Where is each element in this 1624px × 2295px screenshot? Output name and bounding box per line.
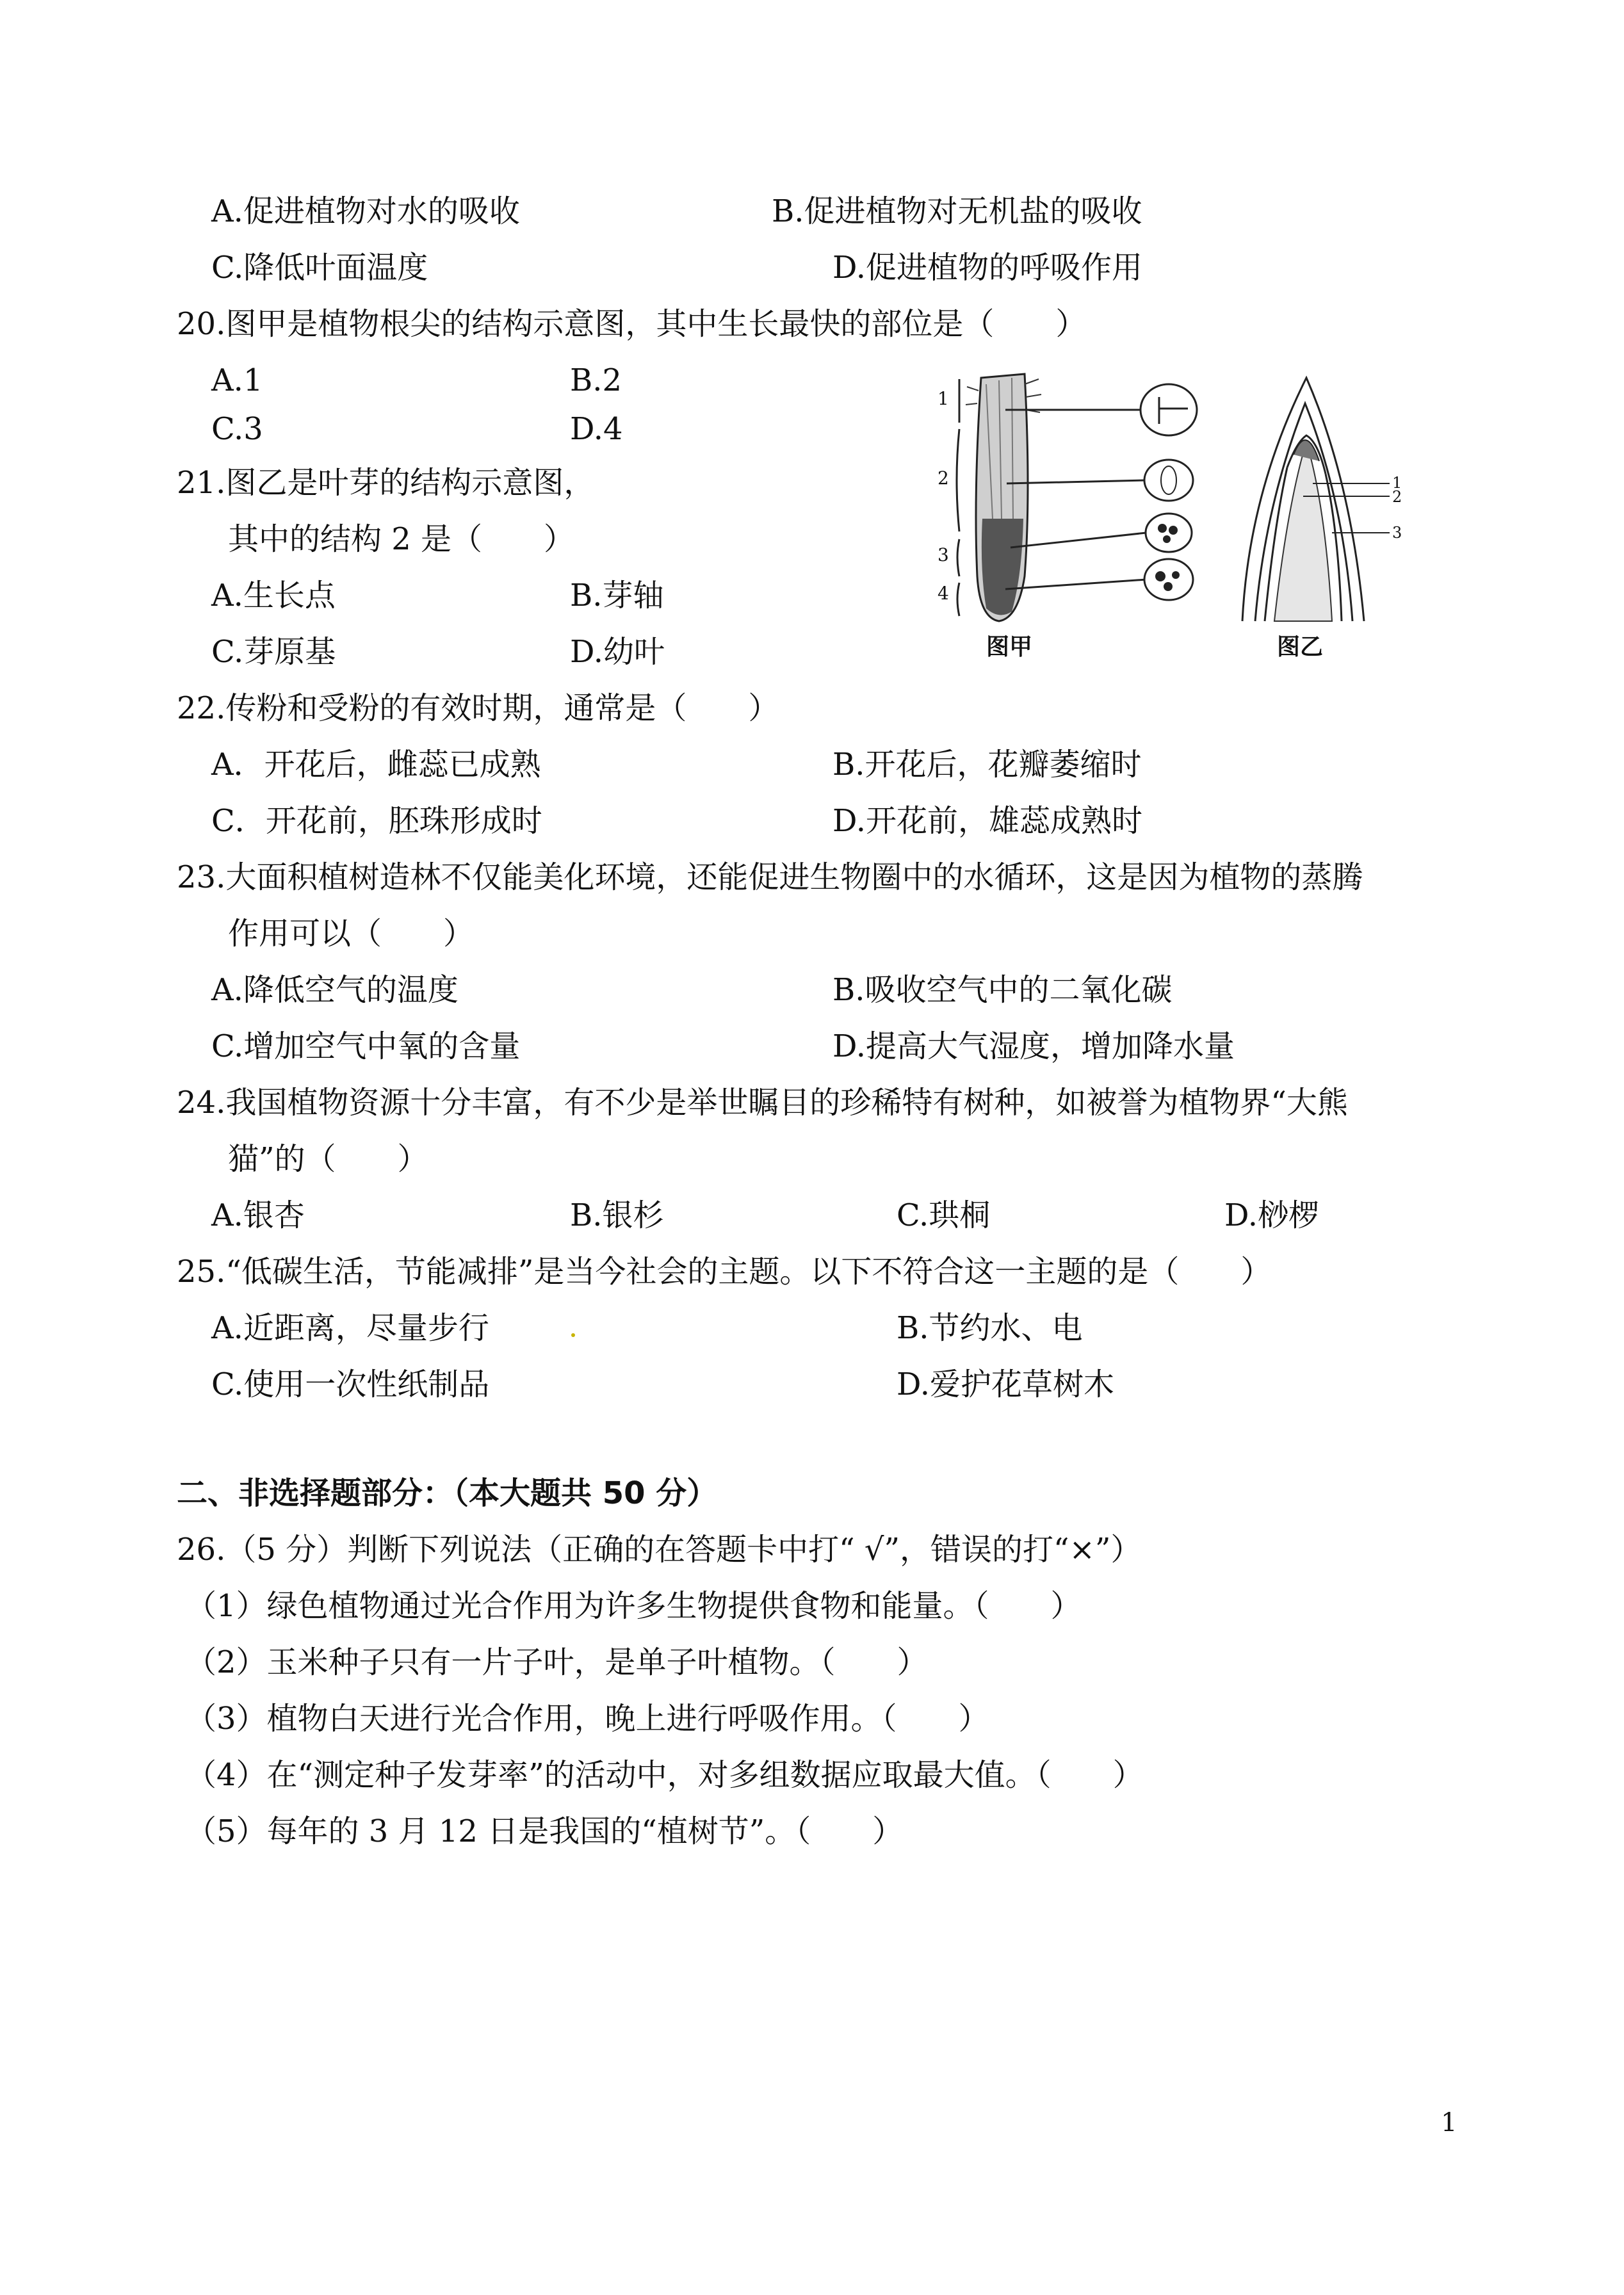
- figure-yi-label-2: 2: [1392, 488, 1402, 506]
- q24-option-c: C.珙桐: [897, 1197, 991, 1233]
- figure-jia-label-3: 3: [938, 544, 949, 565]
- section2-heading: 二、非选择题部分：（本大题共 50 分）: [177, 1475, 718, 1511]
- figure-jia-label-4: 4: [938, 583, 949, 604]
- page-number: 1: [1441, 2108, 1458, 2137]
- q25-option-b: B.节约水、电: [897, 1310, 1083, 1346]
- figure-yi-caption: 图乙: [1276, 634, 1323, 660]
- q22-option-b: B.开花后，花瓣萎缩时: [832, 747, 1142, 783]
- q23-option-c: C.增加空气中氧的含量: [211, 1028, 521, 1064]
- figure-jia-caption: 图甲: [986, 634, 1032, 660]
- q21-option-c: C.芽原基: [211, 634, 336, 670]
- q25-option-d: D.爱护花草树木: [897, 1366, 1115, 1402]
- q26-stem: 26.（5 分）判断下列说法（正确的在答题卡中打“ √”，错误的打“×”）: [177, 1532, 1142, 1568]
- q23-option-d: D.提高大气湿度，增加降水量: [832, 1028, 1235, 1064]
- q24-stem-line2: 猫”的（ ）: [228, 1141, 428, 1177]
- q22-stem: 22.传粉和受粉的有效时期，通常是（ ）: [177, 690, 779, 726]
- q20-option-a: A.1: [211, 362, 263, 398]
- q23-stem-line1: 23.大面积植树造林不仅能美化环境，还能促进生物圈中的水循环，这是因为植物的蒸腾: [177, 859, 1363, 895]
- q23-option-b: B.吸收空气中的二氧化碳: [832, 972, 1173, 1008]
- q19-option-d: D.促进植物的呼吸作用: [832, 250, 1143, 286]
- stray-dot: [571, 1333, 575, 1337]
- q19-option-c: C.降低叶面温度: [211, 250, 428, 286]
- q19-option-b: B.促进植物对无机盐的吸收: [772, 193, 1142, 229]
- figure-jia-label-2: 2: [938, 467, 949, 489]
- q22-option-d: D.开花前，雄蕊成熟时: [832, 803, 1143, 839]
- q24-option-b: B.银杉: [570, 1197, 664, 1233]
- q20-stem: 20.图甲是植物根尖的结构示意图，其中生长最快的部位是（ ）: [177, 306, 1087, 342]
- leaf-bud-diagram: [1236, 365, 1428, 666]
- q20-option-d: D.4: [570, 411, 623, 447]
- q21-option-b: B.芽轴: [570, 578, 664, 613]
- q24-stem-line1: 24.我国植物资源十分丰富，有不少是举世瞩目的珍稀特有树种，如被誉为植物界“大熊: [177, 1085, 1348, 1121]
- q21-stem-line1: 21.图乙是叶芽的结构示意图，: [177, 465, 595, 501]
- q23-stem-line2: 作用可以（ ）: [228, 916, 475, 952]
- q20-option-b: B.2: [570, 362, 622, 398]
- figure-jia-root-tip: [935, 365, 1242, 666]
- q26-item-1: （1）绿色植物通过光合作用为许多生物提供食物和能量。（ ）: [186, 1588, 1082, 1624]
- q21-stem-line2: 其中的结构 2 是（ ）: [228, 521, 575, 557]
- q25-option-c: C.使用一次性纸制品: [211, 1366, 490, 1402]
- q21-option-a: A.生长点: [211, 578, 336, 613]
- q26-item-4: （4）在“测定种子发芽率”的活动中，对多组数据应取最大值。（ ）: [186, 1757, 1144, 1793]
- figure-jia-label-1: 1: [938, 388, 949, 409]
- q20-option-c: C.3: [211, 411, 263, 447]
- q26-item-3: （3）植物白天进行光合作用，晚上进行呼吸作用。（ ）: [186, 1701, 989, 1737]
- figure-yi-label-3: 3: [1392, 524, 1402, 542]
- q23-option-a: A.降低空气的温度: [211, 972, 459, 1008]
- q21-option-d: D.幼叶: [570, 634, 665, 670]
- q26-item-5: （5）每年的 3 月 12 日是我国的“植树节”。（ ）: [186, 1813, 904, 1849]
- q19-option-a: A.促进植物对水的吸收: [211, 193, 520, 229]
- q25-option-a: A.近距离，尽量步行: [211, 1310, 489, 1346]
- root-tip-diagram: [935, 365, 1242, 666]
- q24-option-a: A.银杏: [211, 1197, 305, 1233]
- q25-stem: 25.“低碳生活，节能减排”是当今社会的主题。以下不符合这一主题的是（ ）: [177, 1254, 1272, 1290]
- figure-yi-label-1: 1: [1392, 474, 1402, 492]
- q24-option-d: D.桫椤: [1224, 1197, 1320, 1233]
- q22-option-c: C．开花前，胚珠形成时: [211, 803, 542, 839]
- figure-yi-leaf-bud: [1236, 365, 1428, 666]
- q26-item-2: （2）玉米种子只有一片子叶，是单子叶植物。（ ）: [186, 1644, 928, 1680]
- q22-option-a: A．开花后，雌蕊已成熟: [211, 747, 541, 783]
